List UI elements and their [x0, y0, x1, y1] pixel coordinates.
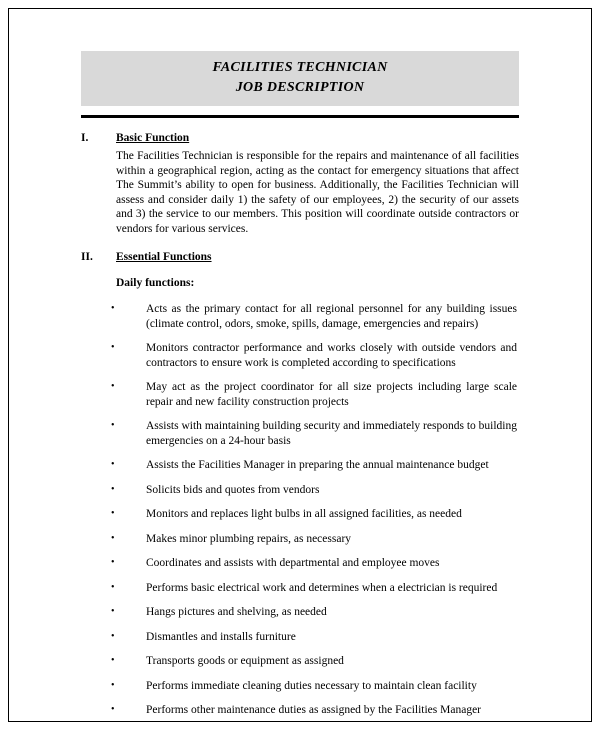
bullet-marker: •: [111, 606, 115, 617]
bullet-text: Acts as the primary contact for all regional personnel for any building issues (climate control, odors, smoke, spills, damage, emergencies and repairs): [146, 303, 517, 330]
bullet-text: Solicits bids and quotes from vendors: [146, 483, 320, 496]
bullet-text: Dismantles and installs furniture: [146, 630, 296, 643]
bullet-text: Coordinates and assists with departmental and employee moves: [146, 557, 440, 569]
bullet-marker: •: [111, 508, 115, 519]
bullet-marker: •: [111, 557, 115, 568]
bullet-text: Hangs pictures and shelving, as needed: [146, 606, 327, 618]
bullet-text: Monitors contractor performance and works closely with outside vendors and contractors to ensure work is completed according to specifications: [146, 342, 517, 369]
bullet-text: Makes minor plumbing repairs, as necessary: [146, 532, 352, 545]
bullet-marker: •: [111, 381, 115, 392]
bullet-item: [111, 630, 519, 645]
bullet-text: Transports goods or equipment as assigned: [146, 655, 344, 667]
bullet-marker: •: [111, 483, 115, 495]
bullet-text: Performs other maintenance duties as assigned by the Facilities Manager: [146, 704, 481, 716]
bullet-marker: •: [111, 532, 115, 544]
bullet-list: [111, 302, 519, 718]
bullet-text: Assists the Facilities Manager in preparing the annual maintenance budget: [146, 459, 489, 471]
bullet-marker: •: [111, 655, 115, 666]
bullet-marker: •: [111, 459, 115, 470]
bullet-marker: •: [111, 630, 115, 642]
section2-heading: [81, 250, 519, 265]
title-line-1: FACILITIES TECHNICIAN: [212, 60, 388, 75]
bullet-marker: •: [111, 303, 115, 314]
bullet-item: [111, 532, 519, 547]
bullet-item: [111, 581, 519, 596]
section1-body: The Facilities Technician is responsible for the repairs and maintenance of all facilities within a geographical region, acting as the contact for emergency situations that affect The Summit’s ability to open for business. Additionally, the Facilities Technician will assess and consider daily 1) the safety of our employees, 2) the security of our assets and 3) the service to our members. This position will coordinate outside contractors or vendors for various services.: [116, 150, 519, 235]
bullet-text: Performs immediate cleaning duties necessary to maintain clean facility: [146, 679, 477, 692]
bullet-marker: •: [111, 342, 115, 353]
section2-heading-text: Essential Functions: [116, 251, 212, 263]
bullet-text: Performs basic electrical work and determines when a electrician is required: [146, 581, 498, 594]
bullet-text: Monitors and replaces light bulbs in all assigned facilities, as needed: [146, 508, 462, 520]
divider-rule: [81, 115, 519, 118]
section1-heading-text: Basic Function: [116, 132, 190, 144]
page-content: [9, 9, 591, 718]
bullet-item: [111, 679, 519, 694]
document-page: [8, 8, 592, 722]
bullet-item: [111, 703, 519, 718]
bullet-item: [111, 507, 519, 522]
bullet-text: Assists with maintaining building security and immediately responds to building emergencies on a 24-hour basis: [146, 420, 517, 447]
section2-numeral: II.: [81, 251, 93, 263]
bullet-marker: •: [111, 420, 115, 431]
bullet-item: [111, 380, 519, 409]
bullet-item: [111, 419, 519, 448]
bullet-item: [111, 556, 519, 571]
bullet-item: [111, 458, 519, 473]
section1-heading: [81, 131, 519, 146]
section1-numeral: I.: [81, 132, 89, 144]
daily-functions-subheading: Daily functions:: [116, 277, 195, 289]
bullet-item: [111, 483, 519, 498]
bullet-text: May act as the project coordinator for all size projects including large scale repair and new facility construction projects: [146, 381, 517, 408]
bullet-item: [111, 341, 519, 370]
bullet-marker: •: [111, 679, 115, 691]
title-box: [81, 51, 519, 106]
bullet-item: [111, 605, 519, 620]
title-line-2: JOB DESCRIPTION: [235, 80, 365, 95]
bullet-marker: •: [111, 581, 115, 593]
bullet-marker: •: [111, 704, 115, 715]
bullet-item: [111, 654, 519, 669]
bullet-item: [111, 302, 519, 331]
